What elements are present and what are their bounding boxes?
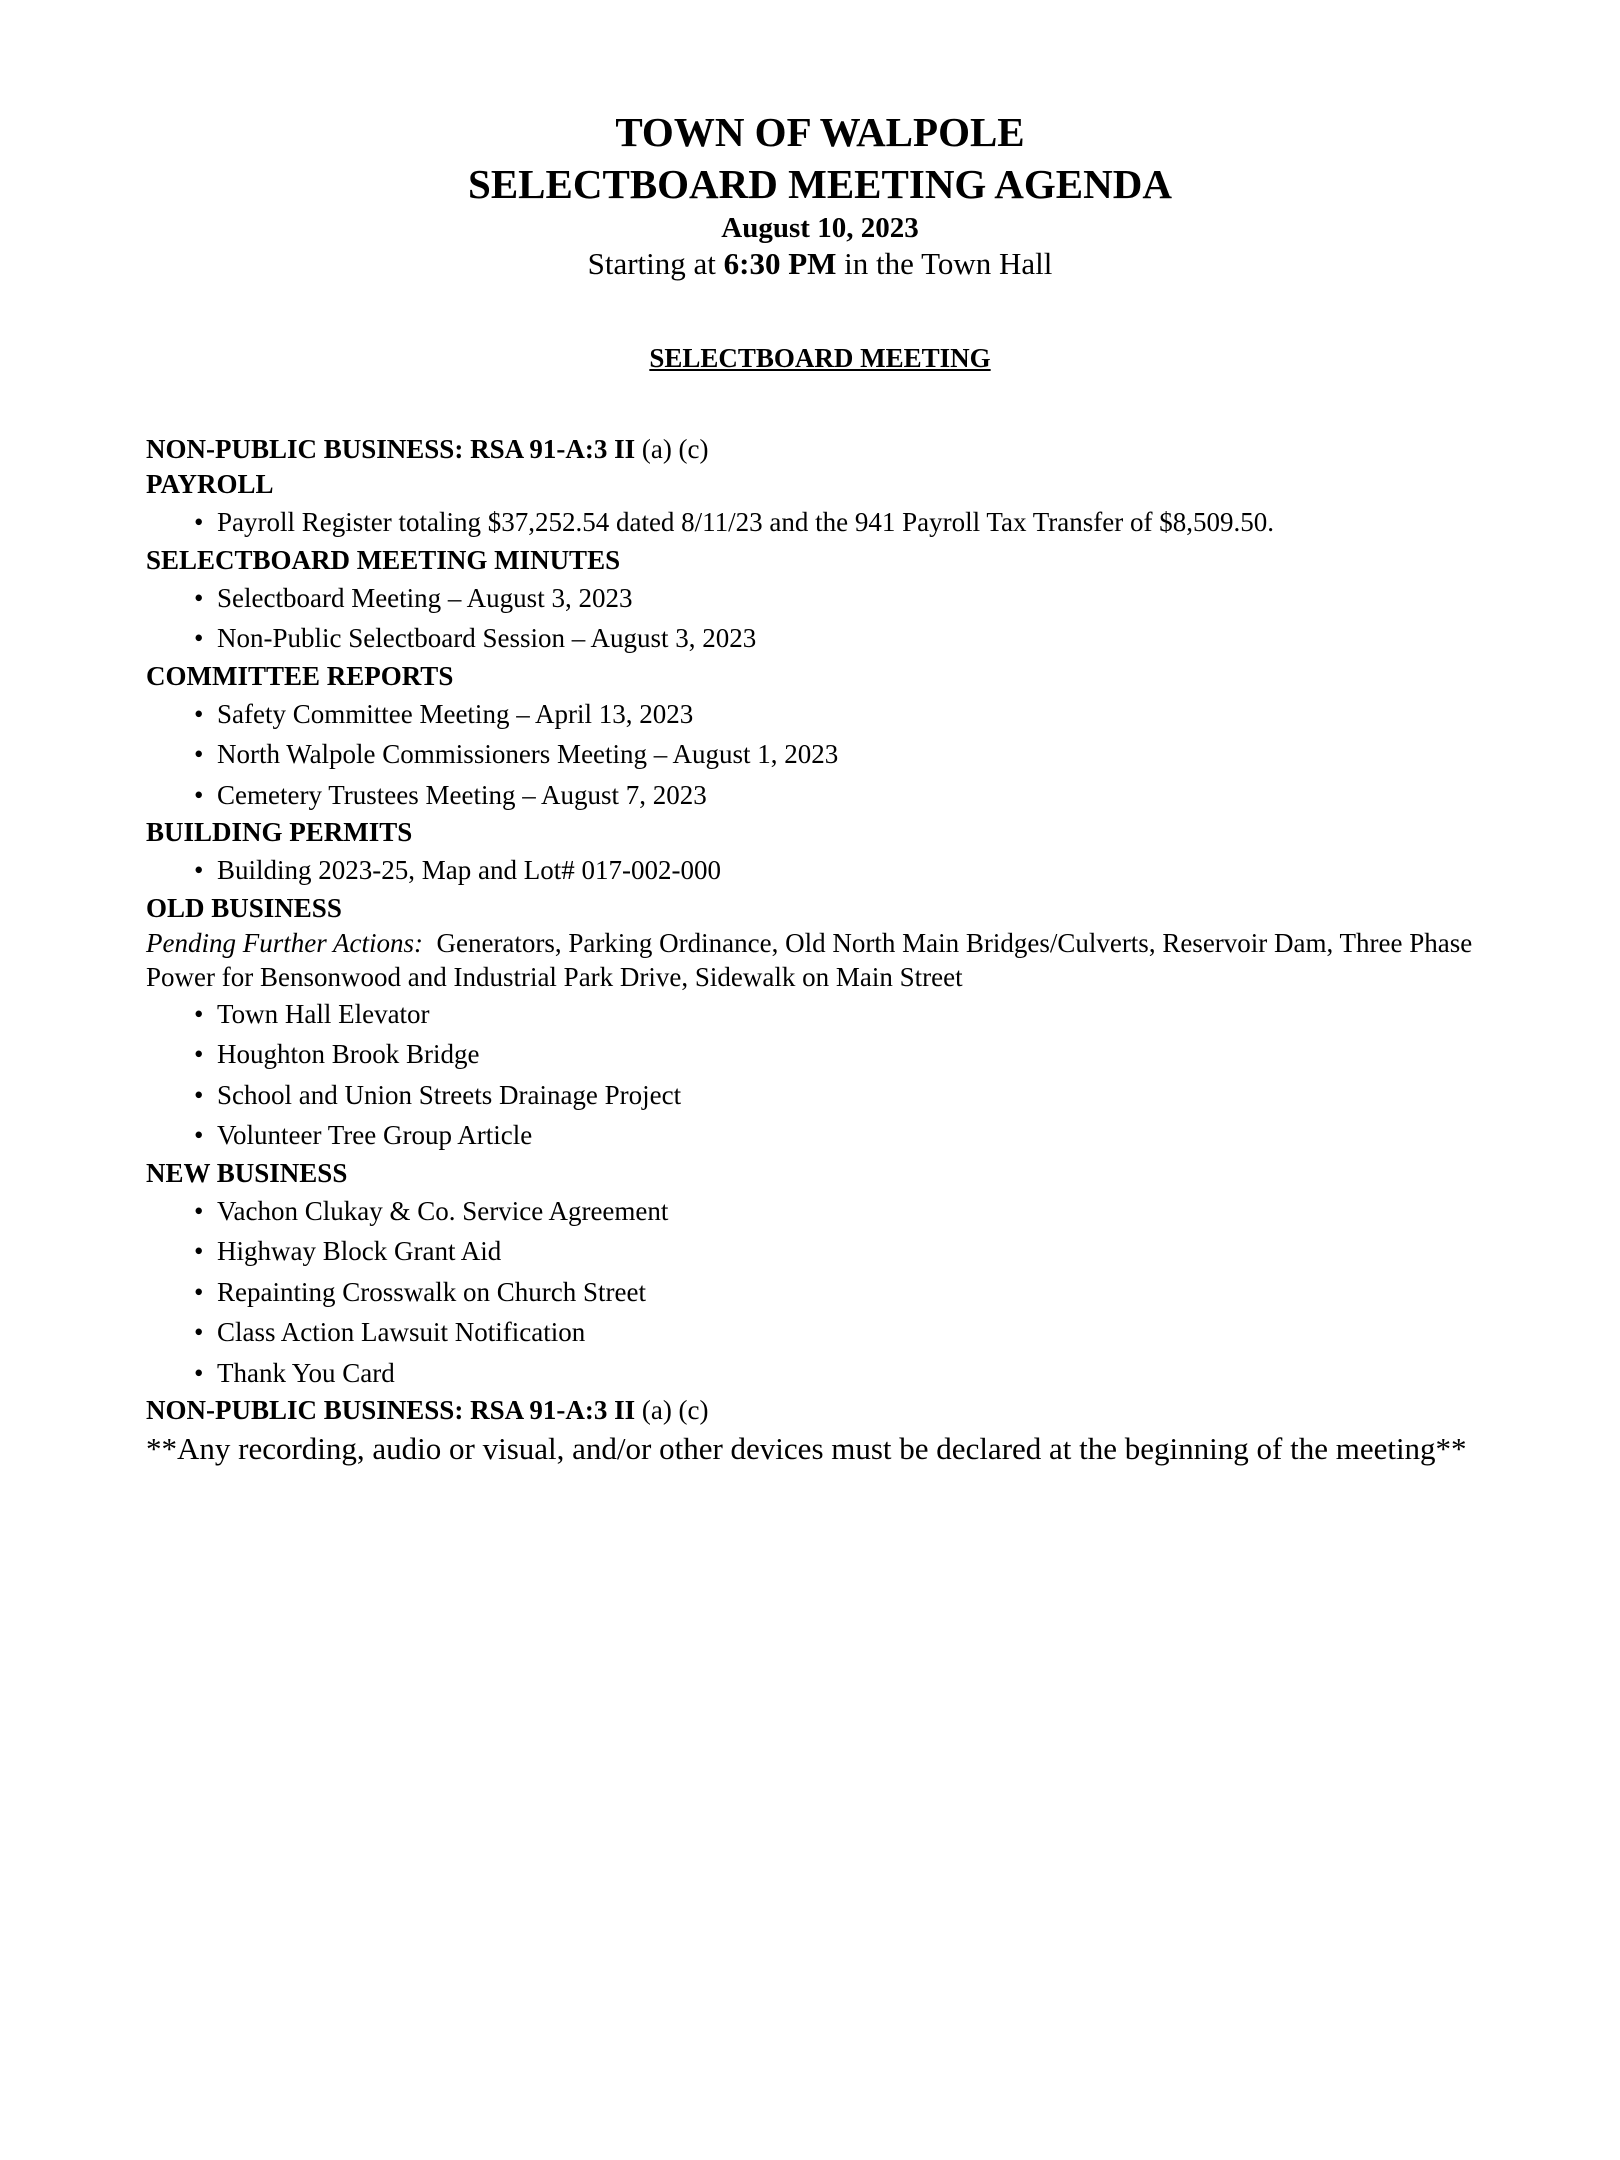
new-business-heading: NEW BUSINESS: [146, 1157, 348, 1188]
bullet-icon: •: [194, 1079, 204, 1110]
list-item: [146, 1075, 1476, 1116]
list-item: [146, 775, 1476, 816]
meeting-start-line: [0, 244, 1620, 284]
bullet-icon: •: [194, 779, 204, 810]
nonpublic-close-label: NON-PUBLIC BUSINESS: RSA 91-A:3 II: [146, 1395, 636, 1425]
document-title: SELECTBOARD MEETING AGENDA: [468, 161, 1172, 207]
list-item: [146, 694, 1476, 735]
list-item: [146, 1231, 1476, 1272]
list-item: [146, 578, 1476, 619]
list-item: [146, 1191, 1476, 1232]
item-text: Building 2023-25, Map and Lot# 017-002-000: [217, 855, 721, 885]
list-item: [146, 734, 1476, 775]
bullet-icon: •: [194, 623, 204, 653]
bullet-icon: •: [194, 1276, 204, 1307]
nonpublic-open-label: NON-PUBLIC BUSINESS: RSA 91-A:3 II: [146, 434, 636, 464]
list-item: [146, 1353, 1476, 1394]
item-text: School and Union Streets Drainage Project: [217, 1079, 682, 1110]
list-item: [146, 1115, 1476, 1156]
committee-reports-list: [146, 694, 1476, 816]
nonpublic-close-suffix: (a) (c): [635, 1395, 709, 1425]
old-business-list: [146, 994, 1476, 1156]
bullet-icon: •: [194, 739, 204, 769]
nonpublic-open-suffix: (a) (c): [635, 434, 709, 464]
bullet-icon: •: [194, 855, 204, 885]
item-text: Repainting Crosswalk on Church Street: [217, 1276, 646, 1307]
item-text: Volunteer Tree Group Article: [217, 1120, 533, 1150]
minutes-heading: SELECTBOARD MEETING MINUTES: [146, 544, 621, 575]
new-business-list: [146, 1191, 1476, 1394]
item-text: Selectboard Meeting – August 3, 2023: [217, 582, 633, 613]
payroll-list: [146, 502, 1476, 543]
item-text: Cemetery Trustees Meeting – August 7, 2023: [217, 779, 707, 810]
item-text: Payroll Register totaling $37,252.54 dated 8/11/23 and the 941 Payroll Tax Transfer of $8,509.50.: [217, 507, 1274, 537]
bullet-icon: •: [194, 1236, 204, 1266]
item-text: Thank You Card: [217, 1357, 395, 1388]
bullet-icon: •: [194, 1120, 204, 1150]
meeting-date: August 10, 2023: [721, 212, 919, 244]
item-text: Class Action Lawsuit Notification: [217, 1317, 586, 1347]
town-name: TOWN OF WALPOLE: [615, 109, 1025, 155]
minutes-list: [146, 578, 1476, 659]
item-text: Town Hall Elevator: [217, 998, 430, 1029]
pending-label: Pending Further Actions:: [146, 927, 423, 958]
bullet-icon: •: [194, 1039, 204, 1069]
item-text: Non-Public Selectboard Session – August 3, 2023: [217, 623, 757, 653]
section-title: SELECTBOARD MEETING: [649, 343, 991, 373]
list-item: [146, 618, 1476, 659]
building-permits-heading: BUILDING PERMITS: [146, 817, 413, 847]
list-item: [146, 1272, 1476, 1313]
old-business-heading: OLD BUSINESS: [146, 892, 342, 923]
pending-actions: [146, 926, 1479, 994]
item-text: Houghton Brook Bridge: [217, 1039, 480, 1069]
nonpublic-close-heading: [146, 1393, 1476, 1428]
list-item: [146, 850, 1476, 891]
bullet-icon: •: [194, 698, 204, 729]
bullet-icon: •: [194, 1357, 204, 1388]
agenda-body: [146, 432, 1479, 1468]
bullet-icon: •: [194, 1195, 204, 1226]
recording-notice: **Any recording, audio or visual, and/or other devices must be declared at the beginning of the meeting**: [146, 1431, 1467, 1466]
building-permits-list: [146, 850, 1476, 891]
item-text: Safety Committee Meeting – April 13, 2023: [217, 698, 694, 729]
start-time: 6:30 PM: [723, 246, 837, 281]
bullet-icon: •: [194, 998, 204, 1029]
bullet-icon: •: [194, 582, 204, 613]
list-item: [146, 1034, 1476, 1075]
nonpublic-open-heading: [146, 432, 1476, 467]
item-text: North Walpole Commissioners Meeting – August 1, 2023: [217, 739, 839, 769]
start-suffix: in the Town Hall: [836, 246, 1053, 281]
bullet-icon: •: [194, 507, 204, 537]
list-item: [146, 994, 1476, 1035]
bullet-icon: •: [194, 1317, 204, 1347]
item-text: Vachon Clukay & Co. Service Agreement: [217, 1195, 669, 1226]
list-item: [146, 502, 1476, 543]
payroll-heading: PAYROLL: [146, 469, 274, 499]
pending-text: Generators, Parking Ordinance, Old North Main Bridges/Culverts, Reservoir Dam, Three Phase Power for Bensonwood and Industrial Park Drive, Sidewalk on Main Street: [146, 927, 1479, 992]
start-prefix: Starting at: [587, 246, 724, 281]
committee-reports-heading: COMMITTEE REPORTS: [146, 660, 454, 691]
list-item: [146, 1312, 1476, 1353]
item-text: Highway Block Grant Aid: [217, 1236, 502, 1266]
